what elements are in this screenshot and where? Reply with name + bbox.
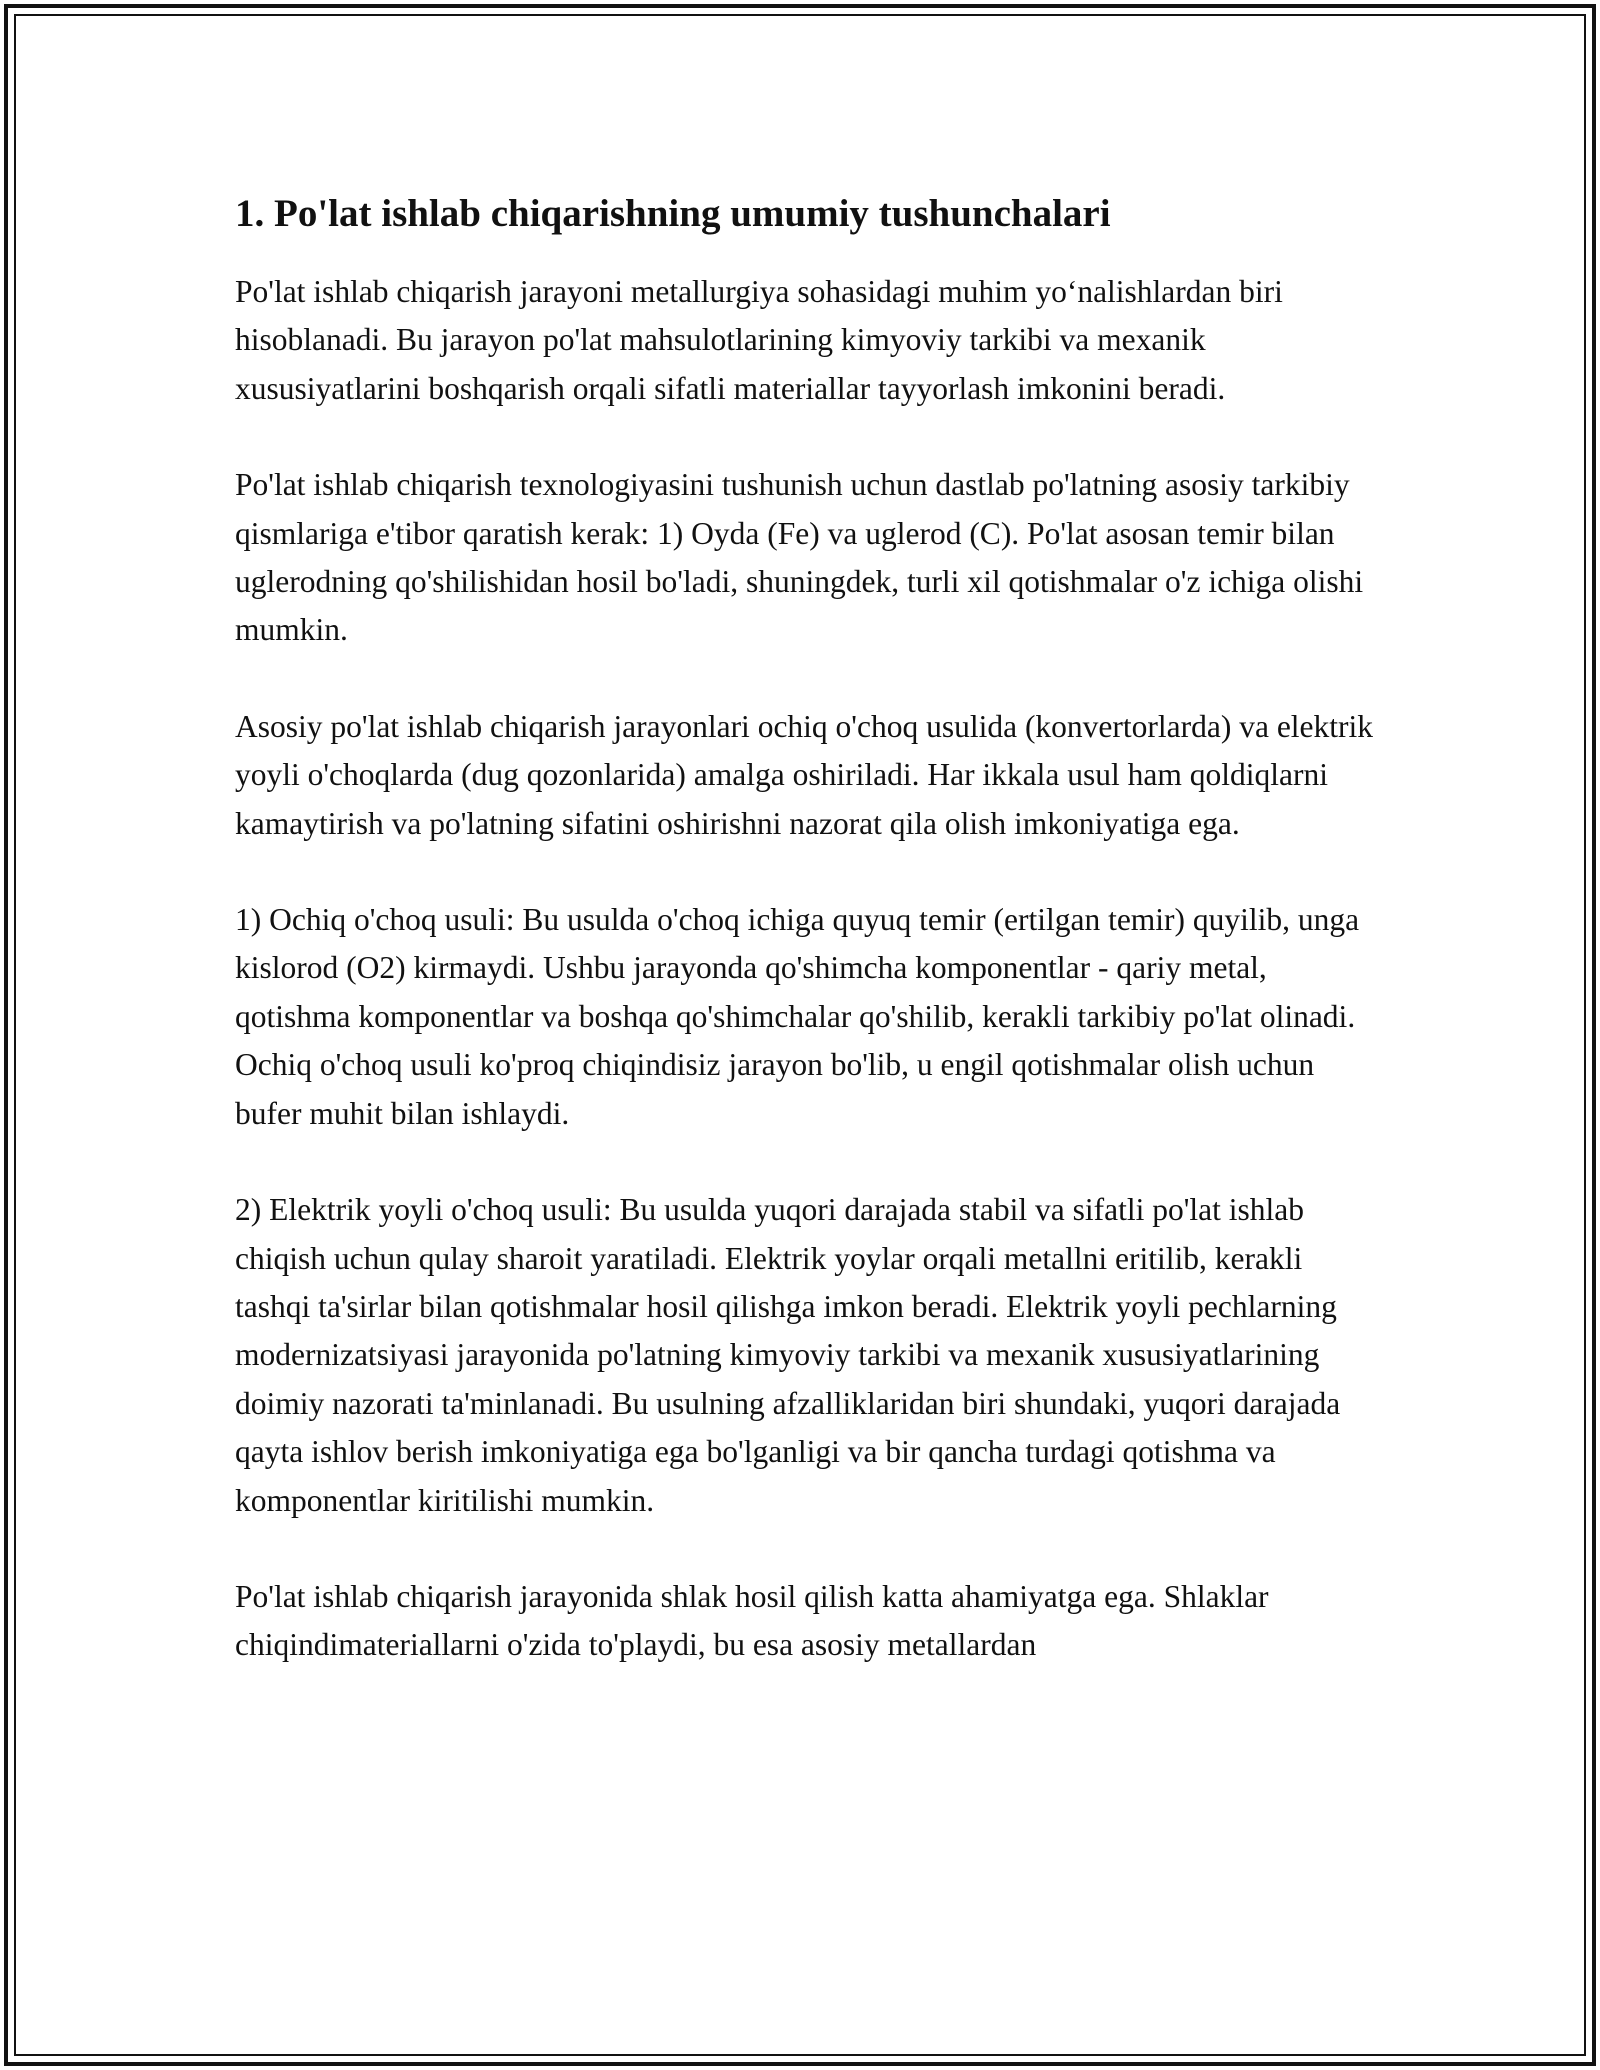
- paragraph-slag: Po'lat ishlab chiqarish jarayonida shlak hosil qilish katta ahamiyatga ega. Shlaklar chiqindimateriallarni o'zida to'playdi, bu esa asosiy metallardan: [235, 1578, 1269, 1663]
- paragraph-electric-arc: 2) Elektrik yoyli o'choq usuli: Bu usulda yuqori darajada stabil va sifatli po'lat ishlab chiqish uchun qulay sharoit yaratiladi. Elektrik yoylar orqali metallni eritilib, kerakli tashqi ta'sirlar bilan qotishmalar hosil qilishga imkon beradi. Elektrik yoyli pechlarning modernizatsiyasi jarayonida po'latning kimyoviy tarkibi va mexanik xususiyatlarining doimiy nazorati ta'minlanadi. Bu usulning afzalliklaridan biri shundaki, yuqori darajada qayta ishlov berish imkoniyatiga ega bo'lganligi va bir qancha turdagi qotishma va komponentlar kiritilishi mumkin.: [235, 1192, 1341, 1518]
- paragraph-processes: Asosiy po'lat ishlab chiqarish jarayonlari ochiq o'choq usulida (konvertorlarda) va elektrik yoyli o'choqlarda (dug qozonlarida) amalga oshiriladi. Har ikkala usul ham qoldiqlarni kamaytirish va po'latning sifatini oshirishni nazorat qila olish imkoniyatiga ega.: [235, 708, 1374, 841]
- paragraph-components: Po'lat ishlab chiqarish texnologiyasini tushunish uchun dastlab po'latning asosiy tarkibiy qismlariga e'tibor qaratish kerak: 1) Oyda (Fe) va uglerod (C). Po'lat asosan temir bilan uglerodning qo'shilishidan hosil bo'ladi, shuningdek, turli xil qotishmalar o'z ichiga olishi mumkin.: [235, 467, 1364, 648]
- document-body: [235, 186, 1375, 1670]
- paragraph-open-hearth: 1) Ochiq o'choq usuli: Bu usulda o'choq ichiga quyuq temir (ertilgan temir) quyilib, unga kislorod (O2) kirmaydi. Ushbu jarayonda qo'shimcha komponentlar - qariy metal, qotishma komponentlar va boshqa qo'shimchalar qo'shilib, kerakli tarkibiy po'lat olinadi. Ochiq o'choq usuli ko'proq chiqindisiz jarayon bo'lib, u engil qotishmalar olish uchun bufer muhit bilan ishlaydi.: [235, 902, 1360, 1131]
- paragraph-intro: Po'lat ishlab chiqarish jarayoni metallurgiya sohasidagi muhim yo‘nalishlardan biri hisoblanadi. Bu jarayon po'lat mahsulotlarining kimyoviy tarkibi va mexanik xususiyatlarini boshqarish orqali sifatli materiallar tayyorlash imkonini beradi.: [235, 274, 1283, 406]
- page-title: 1. Po'lat ishlab chiqarishning umumiy tushunchalari: [235, 192, 1111, 235]
